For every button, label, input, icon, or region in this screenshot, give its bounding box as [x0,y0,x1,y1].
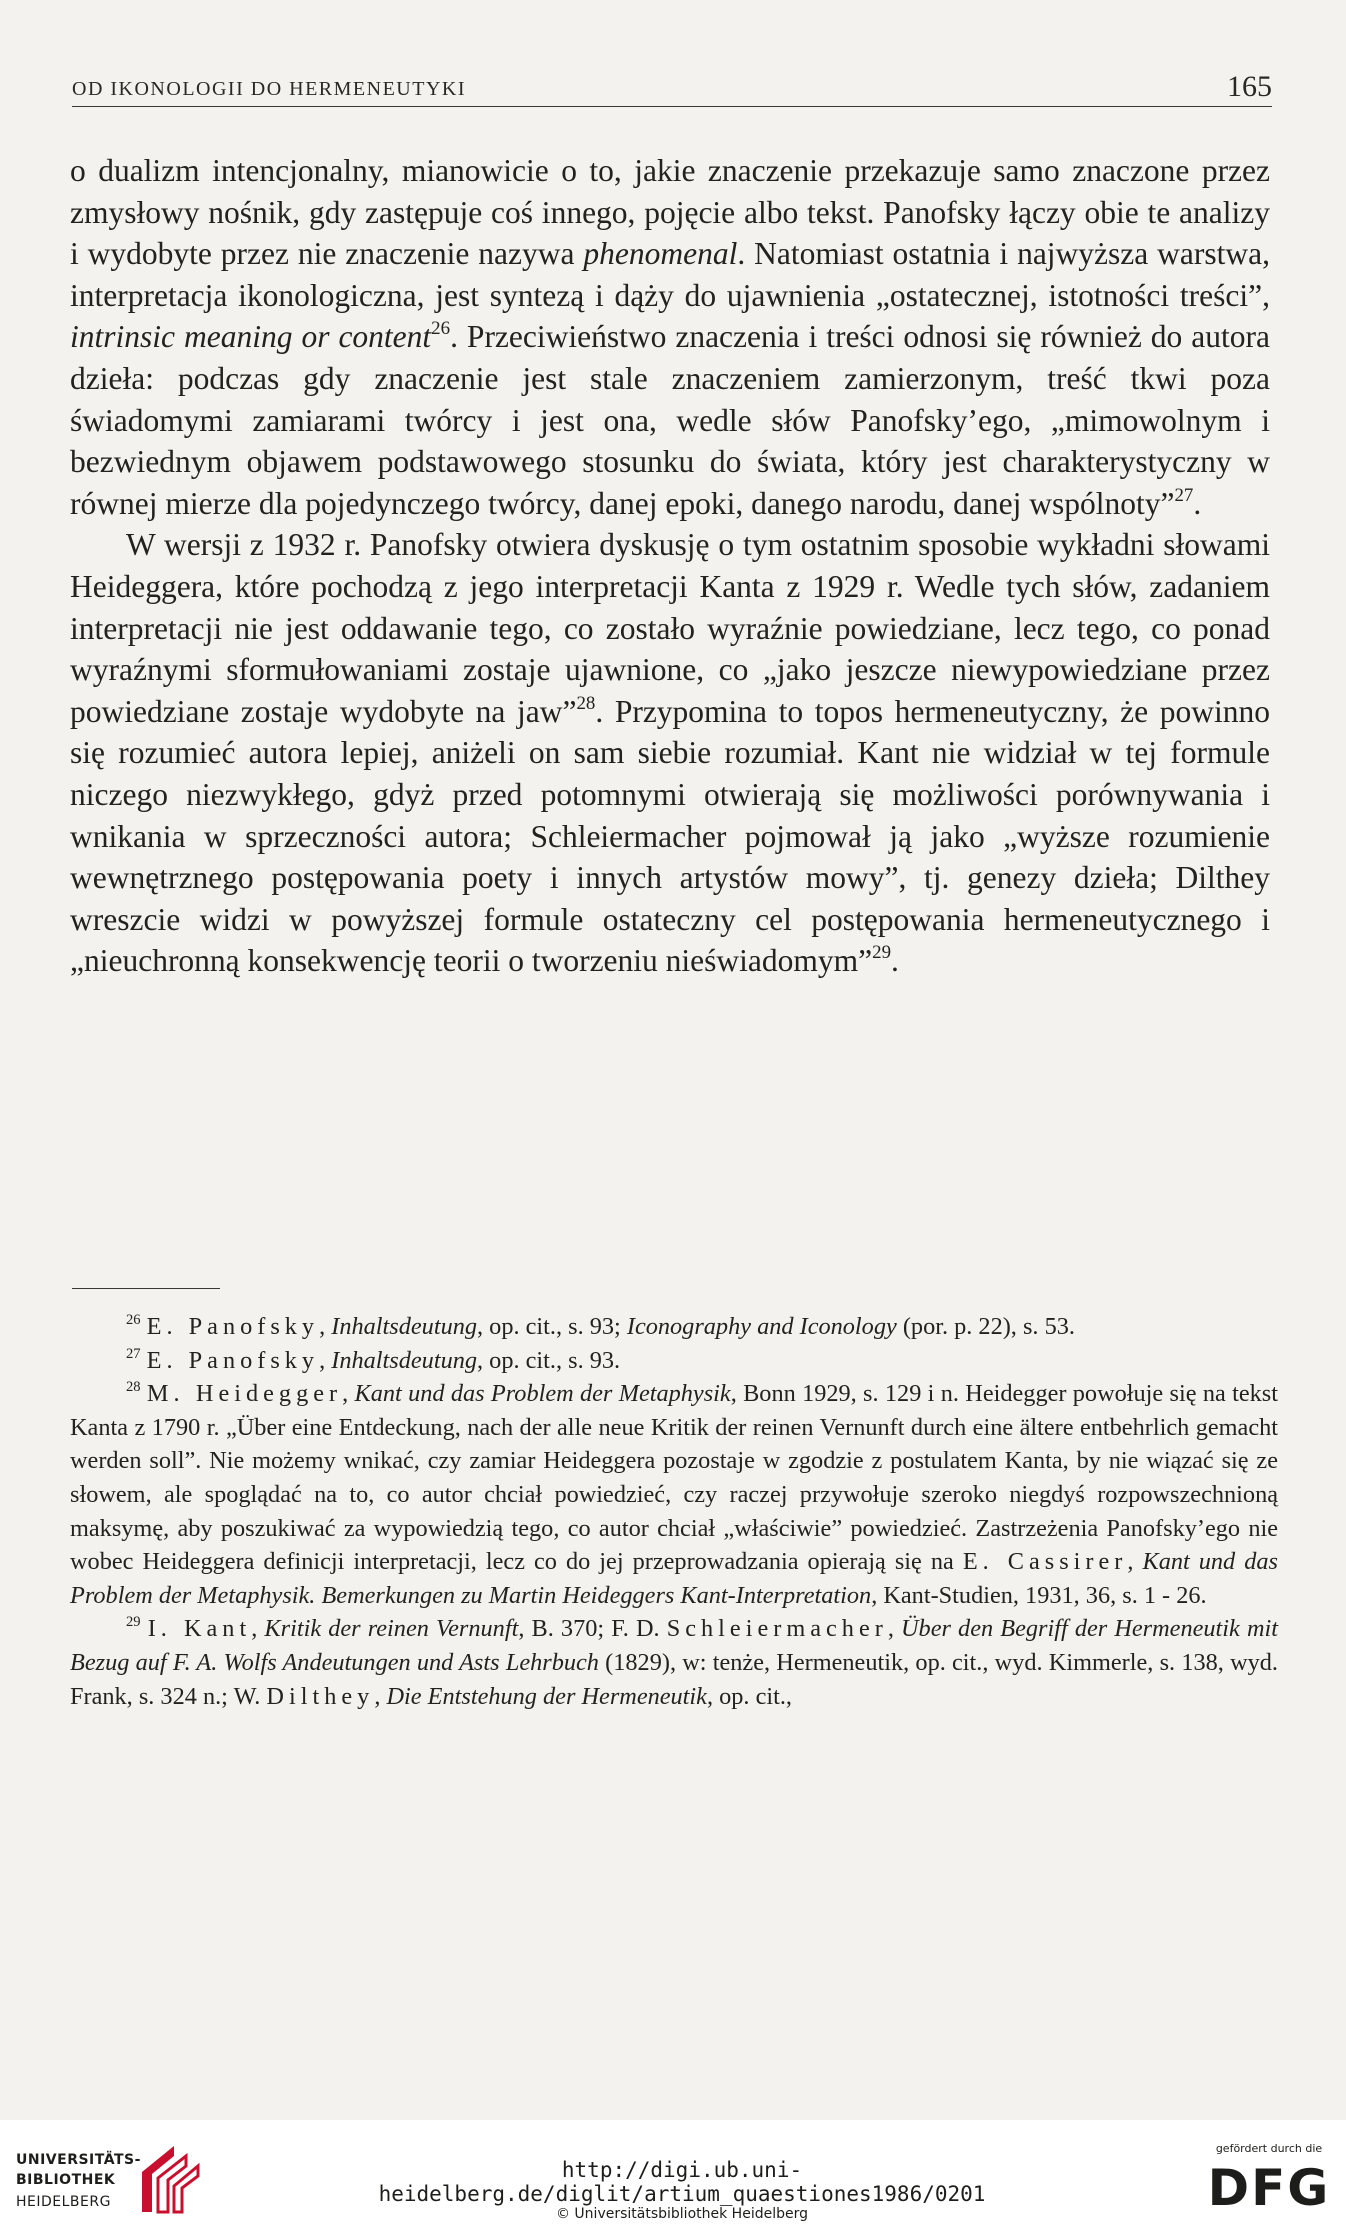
digitization-footer [0,2120,1346,2234]
text-run: , Bonn 1929, s. 129 i n. Heidegger powołuje się na tekst Kanta z 1790 r. „Über eine Entdeckung, nach der alle neue Kritik der reinen Vernunft durch eine ältere entbehrlich gemacht werden soll”. Nie możemy wnikać, czy zamiar Heideggera pozostaje w zgodzie z postulatem Kanta, by nie wiązać się ze słowem, ale spoglądać na to, co autor chciał powiedzieć, czy raczej przywołuje szeroko niegdyś rozpowszechnioną maksymę, aby poszukiwać za wypowiedzią tego, co autor chciał „właściwie” powiedzieć. Zastrzeżenia Panofsky’ego nie wobec Heideggera definicji interpretacji, lecz co do jej przeprowadzania opierają się na [70,1380,1278,1576]
text-run: (1829), w: tenże, Hermeneutik, op. cit., wyd. Kimmerle, s. 138, wyd. Frank, s. 324 n.; W. [70,1648,1279,1710]
footnote-author: M. Heidegger [146,1380,343,1408]
text-run: , [342,1380,355,1408]
italic-term: phenomenal [583,236,738,272]
footnote-divider [72,1288,220,1289]
text-run: , [319,1346,332,1374]
page-number: 165 [1227,70,1272,103]
footnote-27 [70,1344,1278,1378]
text-run: , [319,1313,332,1340]
funded-by-label: gefördert durch die [1215,2142,1323,2155]
footnote-title: Kant und das Problem der Metaphysik. Bemerkungen zu Martin Heideggers Kant-Interpretation [70,1548,1278,1609]
text-run: , [1127,1548,1143,1576]
footnote-title: Inhaltsdeutung [331,1313,478,1340]
running-header [72,70,1272,107]
text-run: (por. p. 22), s. 53. [896,1313,1075,1340]
text-run: . [1193,485,1202,521]
footnote-author: I. Kant [147,1615,252,1643]
text-run: , op. cit., s. 93; [477,1313,627,1340]
footnote-author: E. Panofsky [146,1313,320,1340]
footnote-number: 28 [126,1378,141,1395]
footnote-ref: 28 [576,692,596,714]
dfg-logo[interactable] [1204,2142,1334,2228]
text-run: , Kant-Studien, 1931, 36, s. 1 - 26. [871,1581,1207,1609]
library-name-line: HEIDELBERG [16,2194,111,2210]
footnote-title: Inhaltsdeutung [331,1346,478,1374]
text-run: , B. 370; F. D. [518,1615,667,1643]
text-run: , [251,1615,265,1643]
text-run: , op. cit., s. 93. [477,1346,621,1374]
footnote-title: Kant und das Problem der Metaphysik [354,1380,731,1408]
footnote-author: E. Panofsky [146,1346,320,1374]
footnote-ref: 29 [872,942,892,964]
main-text [70,150,1270,982]
paragraph-1 [70,150,1270,524]
footnote-number: 29 [126,1614,141,1631]
running-title: OD IKONOLOGII DO HERMENEUTYKI [72,78,466,100]
text-run: o dualizm intencjonalny, mianowicie o to, jakie znaczenie przekazuje samo znaczone przez zmysłowy nośnik, gdy zastępuje coś innego, pojęcie albo tekst. Panofsky łączy obie te analizy i wydobyte przez nie znaczenie nazywa [70,153,1270,272]
library-emblem-icon [134,2142,204,2216]
footnote-title: Iconography and Iconology [626,1313,897,1340]
footnote-number: 26 [126,1311,141,1328]
library-name-line: UNIVERSITÄTS- [16,2152,141,2168]
footnote-title: Über den Begriff der Hermeneutik mit Bezug auf F. A. Wolfs Andeutungen und Asts Lehrbuch [70,1615,1278,1676]
footnote-author: E. Cassirer [962,1548,1128,1576]
footnote-title: Kritik der reinen Vernunft [264,1615,519,1643]
footnote-number: 27 [126,1345,141,1362]
footnote-ref: 27 [1174,484,1194,506]
dfg-wordmark: DFG [1207,2159,1331,2217]
text-run: . Natomiast ostatnia i najwyższa warstwa, interpretacja ikonologiczna, jest syntezą i dąży do ujawnienia „ostatecznej, istotności treści”, [70,236,1270,313]
footnote-28 [70,1377,1278,1612]
footnote-ref: 26 [431,318,451,340]
footnote-26 [70,1310,1278,1344]
text-run: , [374,1682,387,1710]
footnote-title: Die Entstehung der Hermeneutik [386,1682,707,1710]
permalink-url[interactable]: http://digi.ub.uni-heidelberg.de/diglit/artium_quaestiones1986/0201 [378,2158,986,2206]
library-name-line: BIBLIOTHEK [16,2172,116,2188]
footnote-author: Dilthey [266,1682,375,1710]
text-run: . Przeciwieństwo znaczenia i treści odnosi się również do autora dzieła: podczas gdy znaczenie jest stale znaczeniem zamierzonym, treść tkwi poza świadomymi zamiarami twórcy i jest ona, wedle słów Panofsky’ego, „mimowolnym i bezwiednym objawem podstawowego stosunku do świata, który jest charakterystyczny w równej mierze dla pojedynczego twórcy, danej epoki, danego narodu, danej wspólnoty” [70,319,1270,521]
text-run: W wersji z 1932 r. Panofsky otwiera dyskusję o tym ostatnim sposobie wykładni słowami Heideggera, które pochodzą z jego interpretacji Kanta z 1929 r. Wedle tych słów, zadaniem interpretacji nie jest oddawanie tego, co zostało wyraźnie powiedziane, lecz tego, co ponad wyraźnymi sformułowaniami zostaje ujawnione, co „jako jeszcze niewypowiedziane przez powiedziane zostaje wydobyte na jaw” [70,527,1270,729]
text-run: , op. cit., [706,1682,792,1710]
text-run: . Przypomina to topos hermeneutyczny, że powinno się rozumieć autora lepiej, aniżeli on sam siebie rozumiał. Kant nie widział w tej formule niczego niezwykłego, gdyż przed potomnymi otwierają się możliwości porównywania i wnikania w sprzeczności autora; Schleiermacher pojmował ją jako „wyższe rozumienie wewnętrznego postępowania poety i innych artystów mowy”, tj. genezy dzieła; Dilthey wreszcie widzi w powyższej formule ostateczny cel postępowania hermeneutycznego i „nieuchronną konsekwencję teorii o tworzeniu nieświadomym” [70,693,1270,979]
text-run: , [887,1615,902,1643]
footnote-author: Schleiermacher [666,1615,888,1643]
footnotes [70,1310,1278,1713]
paragraph-2 [70,524,1270,982]
text-run: . [891,943,899,979]
italic-term: intrinsic meaning or content [70,319,432,355]
copyright-notice: © Universitätsbibliothek Heidelberg [555,2206,808,2222]
footnote-29 [70,1612,1278,1713]
university-library-logo[interactable] [16,2142,256,2222]
